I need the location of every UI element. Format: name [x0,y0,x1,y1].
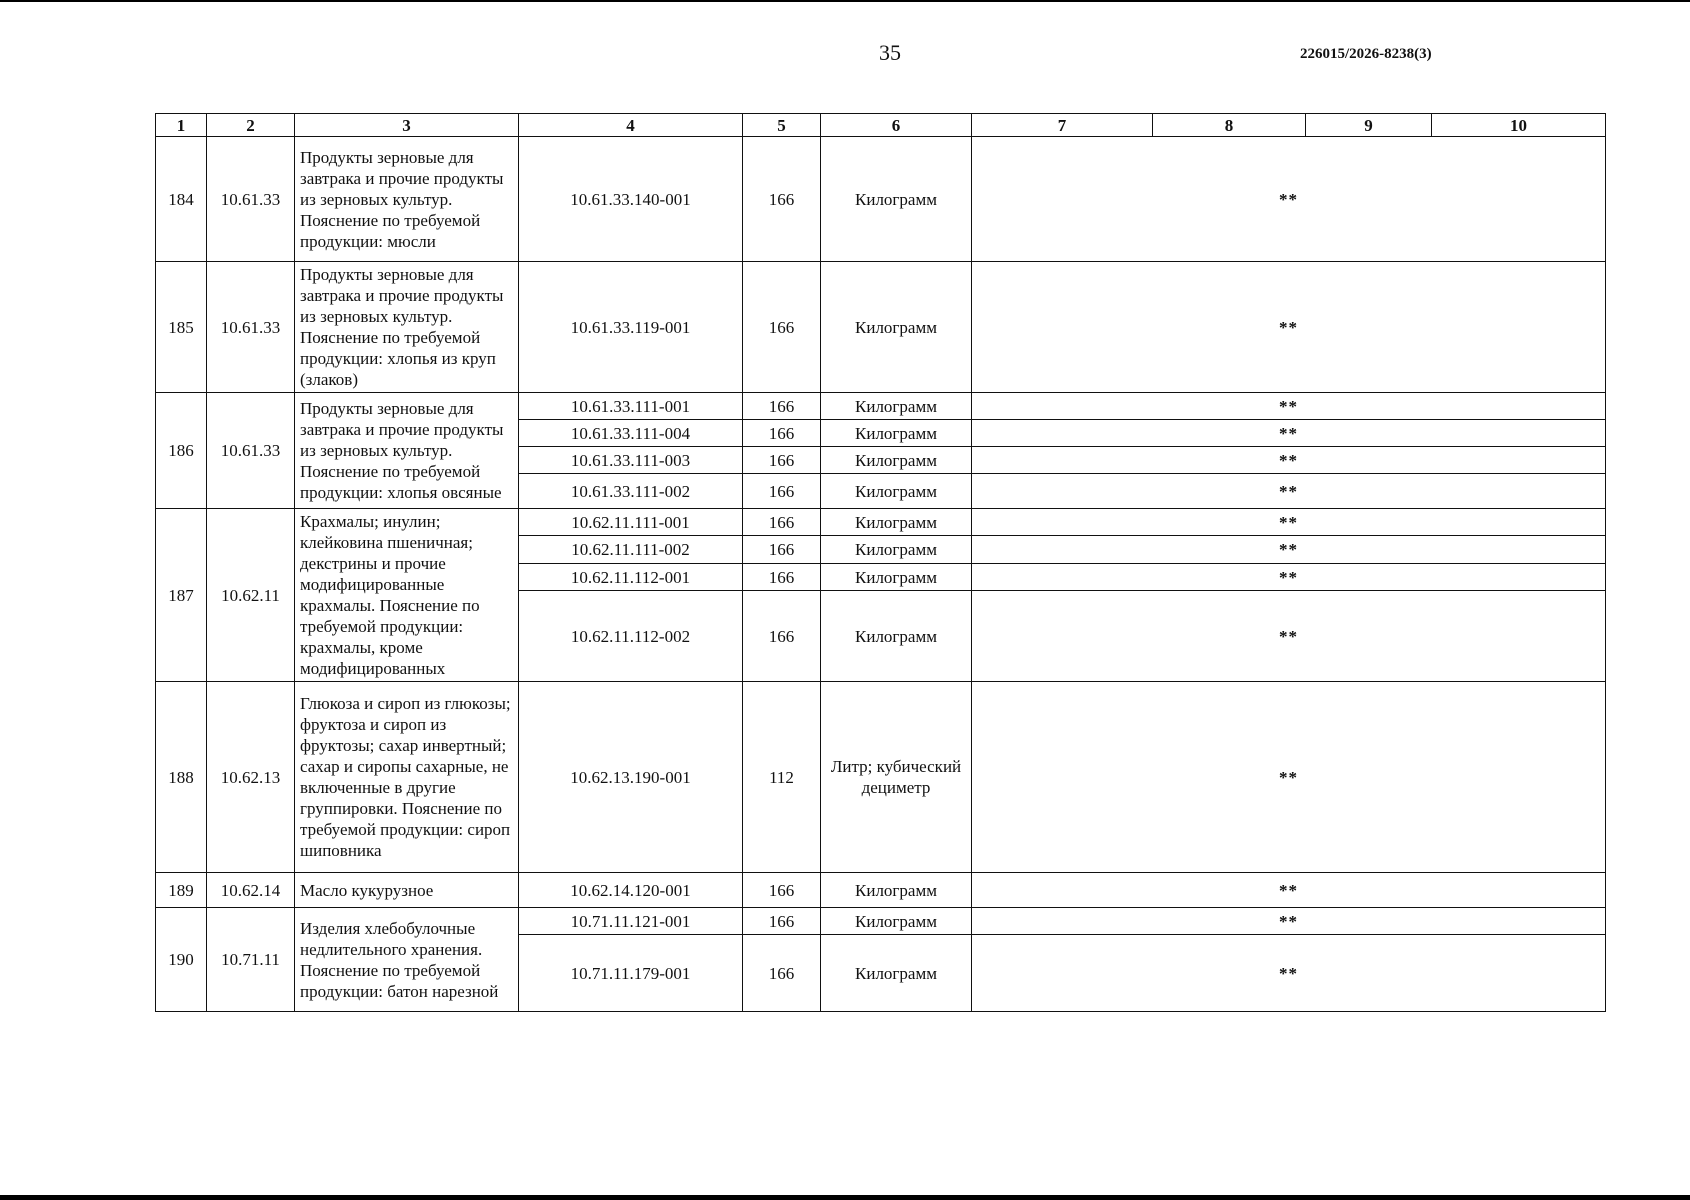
unit-name: Килограмм [821,935,972,1012]
document-number: 226015/2026-8238(3) [1300,46,1432,62]
merged-mark-cell: ** [972,420,1606,447]
merged-mark-cell: ** [972,682,1606,873]
unit-name: Литр; кубический дециметр [821,682,972,873]
product-description: Продукты зерновые для завтрака и прочие продукты из зерновых культур. Пояснение по требуемой продукции: мюсли [295,137,519,262]
row-number: 187 [156,509,207,682]
row-number: 184 [156,137,207,262]
okei-code: 166 [743,591,821,682]
okei-code: 166 [743,447,821,474]
product-description: Изделия хлебобулочные недлительного хранения. Пояснение по требуемой продукции: батон нарезной [295,908,519,1012]
okpd-code: 10.62.14 [207,873,295,908]
ktru-code: 10.61.33.140-001 [519,137,743,262]
merged-mark-cell: ** [972,563,1606,590]
column-header-3: 3 [295,114,519,137]
row-number: 188 [156,682,207,873]
ktru-code: 10.61.33.111-002 [519,474,743,509]
okpd-code: 10.61.33 [207,262,295,393]
column-header-10: 10 [1432,114,1606,137]
row-number: 189 [156,873,207,908]
merged-mark-cell: ** [972,873,1606,908]
unit-name: Килограмм [821,591,972,682]
row-number: 190 [156,908,207,1012]
unit-name: Килограмм [821,509,972,536]
table-row [156,873,1606,908]
column-header-4: 4 [519,114,743,137]
okpd-code: 10.61.33 [207,137,295,262]
column-header-8: 8 [1153,114,1306,137]
merged-mark-cell: ** [972,509,1606,536]
merged-mark-cell: ** [972,474,1606,509]
okei-code: 166 [743,509,821,536]
ktru-code: 10.62.11.112-002 [519,591,743,682]
okei-code: 166 [743,873,821,908]
product-description: Продукты зерновые для завтрака и прочие продукты из зерновых культур. Пояснение по требуемой продукции: хлопья из круп (злаков) [295,262,519,393]
ktru-code: 10.61.33.111-001 [519,393,743,420]
column-header-7: 7 [972,114,1153,137]
unit-name: Килограмм [821,563,972,590]
okei-code: 166 [743,908,821,935]
column-header-1: 1 [156,114,207,137]
unit-name: Килограмм [821,420,972,447]
column-header-5: 5 [743,114,821,137]
ktru-code: 10.62.14.120-001 [519,873,743,908]
product-description: Крахмалы; инулин; клейковина пшеничная; декстрины и прочие модифицированные крахмалы. Пояснение по требуемой продукции: крахмалы, кроме модифицированных [295,509,519,682]
product-description: Глюкоза и сироп из глюкозы; фруктоза и сироп из фруктозы; сахар инвертный; сахар и сиропы сахарные, не включенные в другие группировки. Пояснение по требуемой продукции: сироп шиповника [295,682,519,873]
table-row [156,682,1606,873]
okei-code: 166 [743,420,821,447]
merged-mark-cell: ** [972,137,1606,262]
merged-mark-cell: ** [972,262,1606,393]
registry-table [155,113,1606,1012]
ktru-code: 10.61.33.119-001 [519,262,743,393]
column-header-9: 9 [1306,114,1432,137]
column-header-6: 6 [821,114,972,137]
ktru-code: 10.62.13.190-001 [519,682,743,873]
okpd-code: 10.62.11 [207,509,295,682]
page-top-border [0,0,1690,2]
ktru-code: 10.61.33.111-004 [519,420,743,447]
ktru-code: 10.71.11.121-001 [519,908,743,935]
ktru-code: 10.62.11.111-002 [519,536,743,563]
okpd-code: 10.62.13 [207,682,295,873]
ktru-code: 10.61.33.111-003 [519,447,743,474]
okpd-code: 10.61.33 [207,393,295,509]
table-header-row [156,114,1606,137]
unit-name: Килограмм [821,873,972,908]
page-number: 35 [879,40,901,65]
okei-code: 112 [743,682,821,873]
row-number: 185 [156,262,207,393]
unit-name: Килограмм [821,393,972,420]
unit-name: Килограмм [821,474,972,509]
merged-mark-cell: ** [972,447,1606,474]
column-header-2: 2 [207,114,295,137]
okei-code: 166 [743,474,821,509]
okei-code: 166 [743,935,821,1012]
ktru-code: 10.71.11.179-001 [519,935,743,1012]
product-description: Масло кукурузное [295,873,519,908]
merged-mark-cell: ** [972,393,1606,420]
okei-code: 166 [743,137,821,262]
table-row [156,509,1606,536]
table-row [156,262,1606,393]
merged-mark-cell: ** [972,908,1606,935]
okei-code: 166 [743,536,821,563]
unit-name: Килограмм [821,262,972,393]
merged-mark-cell: ** [972,536,1606,563]
unit-name: Килограмм [821,137,972,262]
ktru-code: 10.62.11.112-001 [519,563,743,590]
unit-name: Килограмм [821,447,972,474]
okei-code: 166 [743,262,821,393]
ktru-code: 10.62.11.111-001 [519,509,743,536]
unit-name: Килограмм [821,536,972,563]
page-bottom-border [0,1195,1690,1200]
okei-code: 166 [743,393,821,420]
unit-name: Килограмм [821,908,972,935]
table-row [156,137,1606,262]
okpd-code: 10.71.11 [207,908,295,1012]
row-number: 186 [156,393,207,509]
product-description: Продукты зерновые для завтрака и прочие продукты из зерновых культур. Пояснение по требуемой продукции: хлопья овсяные [295,393,519,509]
table-row [156,393,1606,420]
merged-mark-cell: ** [972,935,1606,1012]
table-row [156,908,1606,935]
merged-mark-cell: ** [972,591,1606,682]
okei-code: 166 [743,563,821,590]
